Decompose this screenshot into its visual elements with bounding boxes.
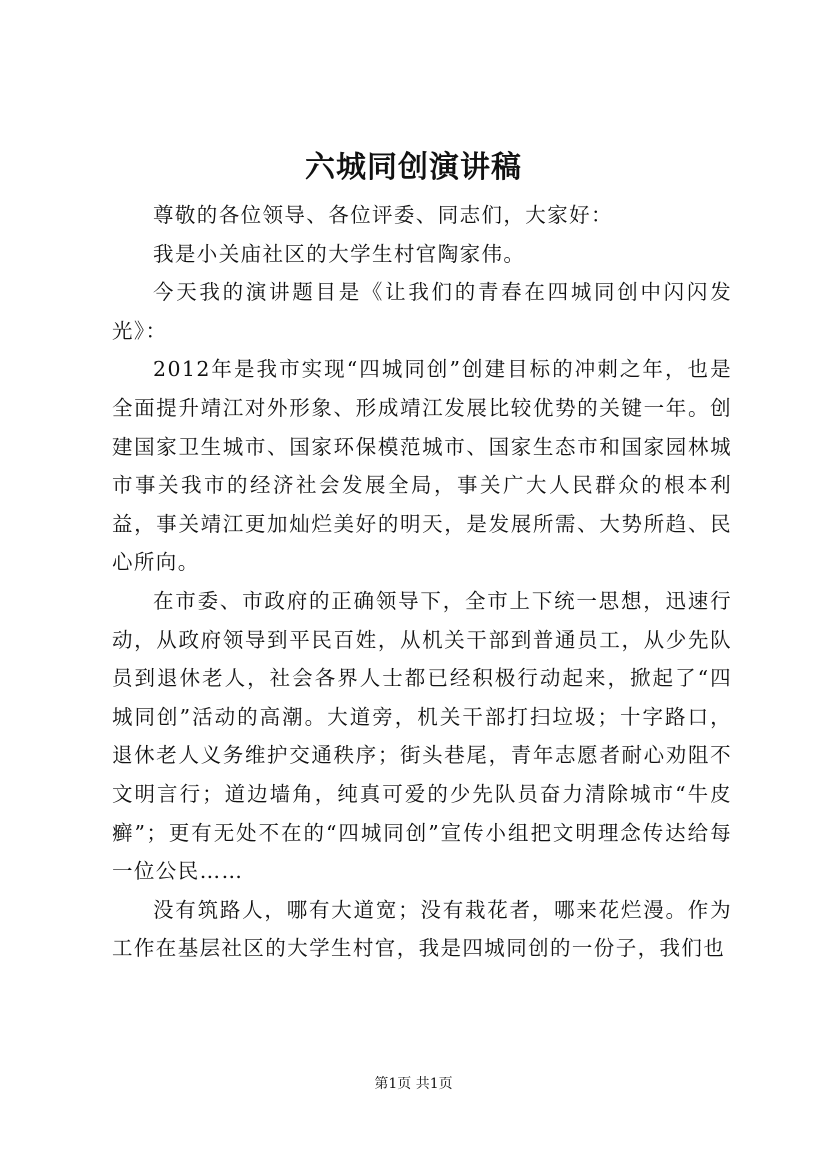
page-footer: 第1页 共1页	[374, 1076, 453, 1092]
paragraph-introduction: 我是小关庙社区的大学生村官陶家伟。	[153, 241, 526, 266]
paragraph-speech-topic: 今天我的演讲题目是《让我们的青春在四城同创中闪闪发光》：	[112, 280, 732, 343]
paragraph-village-official: 没有筑路人，哪有大道宽；没有栽花者，哪来花烂漫。作为工作在基层社区的大学生村官，我是四城同创的一份子，我们也	[112, 897, 732, 961]
paragraph-city-action: 在市委、市政府的正确领导下，全市上下统一思想，迅速行动，从政府领导到平民百姓，从机关干部到普通员工，从少先队员到退休老人，社会各界人士都已经积极行动起来，掀起了“四城同创”活动的高潮。大道旁，机关干部打扫垃圾；十字路口，退休老人义务维护交通秩序；街头巷尾，青年志愿者耐心劝阻不文明言行；道边墙角，纯真可爱的少先队员奋力清除城市“牛皮癣”；更有无处不在的“四城同创”宣传小组把文明理念传达给每一位公民……	[112, 588, 732, 884]
document-title: 六城同创演讲稿	[305, 150, 522, 185]
paragraph-2012-goal: 2012年是我市实现“四城同创”创建目标的冲刺之年，也是全面提升靖江对外形象、形成靖江发展比较优势的关键一年。创建国家卫生城市、国家环保模范城市、国家生态市和国家园林城市事关我市的经济社会发展全局，事关广大人民群众的根本利益，事关靖江更加灿烂美好的明天，是发展所需、大势所趋、民心所向。	[112, 357, 732, 575]
document-body	[112, 196, 732, 968]
paragraph-greeting: 尊敬的各位领导、各位评委、同志们，大家好：	[153, 203, 613, 227]
